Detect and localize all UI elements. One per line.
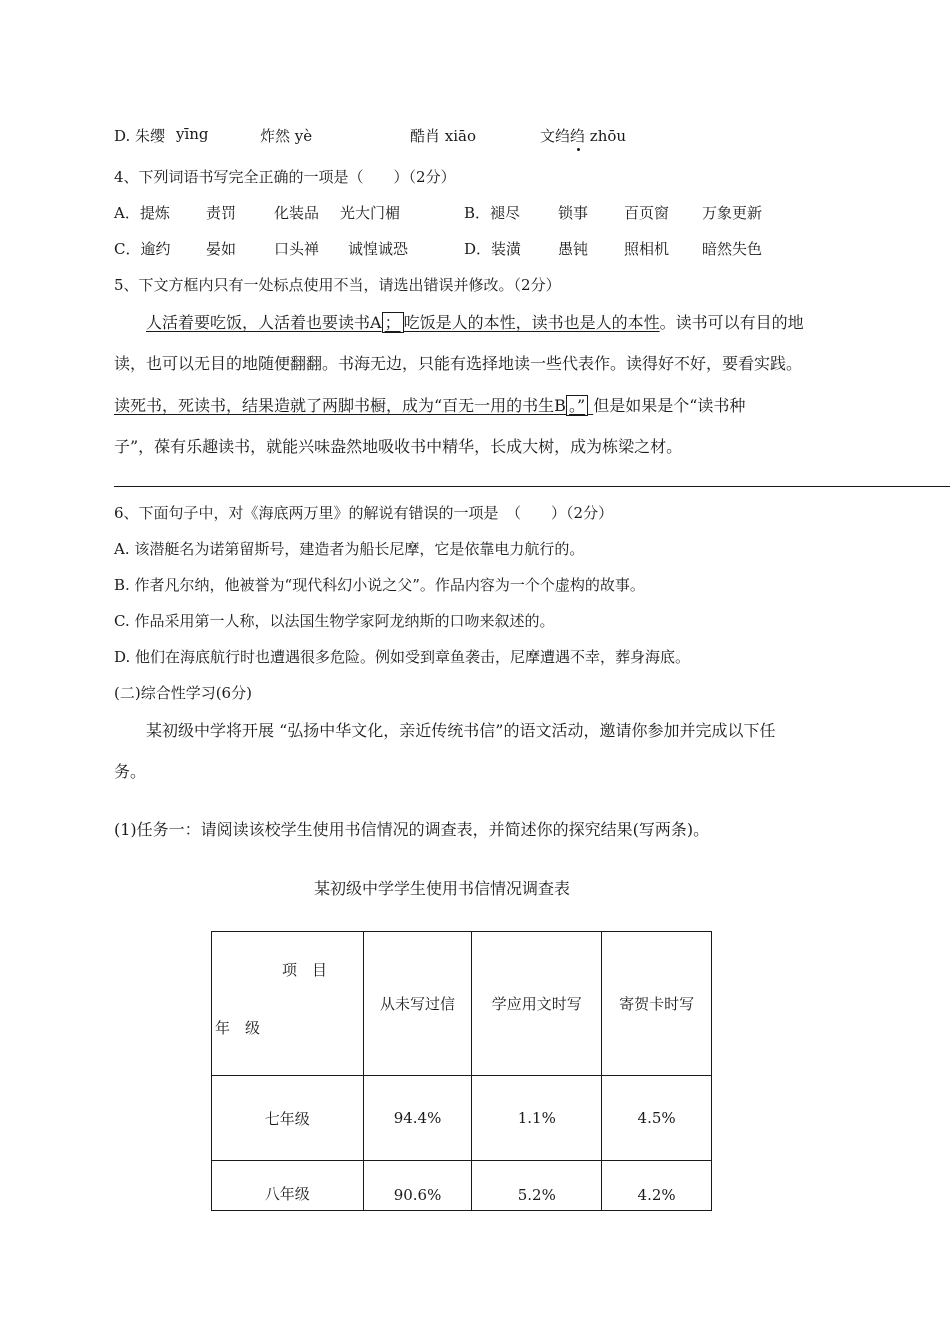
- table-row: [212, 1161, 712, 1211]
- table-cell: 5.2%: [472, 1161, 602, 1211]
- q3-d-word3: 酷肖 xiāo: [410, 127, 476, 145]
- q4-option-a: A．提炼: [114, 204, 170, 222]
- q5-passage-line-4: 子”，葆有乐趣读书，就能兴味盎然地吸收书中精华，长成大树，成为栋梁之材。: [114, 437, 683, 456]
- q6-option-c: C. 作品采用第一人称，以法国生物学家阿龙纳斯的口吻来叙述的。: [114, 612, 555, 630]
- q4-stem: 4、下列词语书写完全正确的一项是（ ）（2分）: [114, 168, 456, 186]
- q4-c-word: 诚惶诚恐: [348, 240, 409, 258]
- q5-stem: 5、下文方框内只有一处标点使用不当，请选出错误并修改。（2分）: [114, 276, 561, 294]
- q3-d-label: D. 朱缨: [114, 127, 166, 145]
- q4-options-row-1: [114, 202, 814, 224]
- q4-option-b: B．褪尽: [464, 204, 521, 222]
- q4-a-word: 责罚: [206, 204, 237, 222]
- q5-passage-line-3: [114, 393, 745, 416]
- table-corner-cell: [212, 932, 364, 1076]
- q4-d-word: 愚钝: [558, 240, 589, 258]
- table-header: 寄贺卡时写: [602, 932, 712, 1076]
- table-row: [212, 1076, 712, 1161]
- q4-options-row-2: [114, 238, 814, 260]
- q4-option-d: D．装潢: [464, 240, 522, 258]
- q4-b-word: 锁事: [558, 204, 589, 222]
- table-cell-grade: 八年级: [212, 1161, 364, 1211]
- q5-underlined-text: 人活着要吃饭，人活着也要读书A: [146, 313, 382, 332]
- survey-table: [211, 931, 712, 1211]
- q5-underlined-text: 读死书，死读书，结果造就了两脚书橱，成为“百无一用的书生B: [114, 396, 566, 415]
- q4-b-word: 万象更新: [702, 204, 763, 222]
- q3-d-pinyin1: yīng: [176, 125, 209, 143]
- q6-stem: 6、下面句子中，对《海底两万里》的解说有错误的一项是 （ ）（2分）: [114, 504, 614, 522]
- q6-option-b: B. 作者凡尔纳，他被誉为“现代科幻小说之父”。作品内容为一个个虚构的故事。: [114, 576, 645, 594]
- table-title: 某初级中学学生使用书信情况调查表: [314, 879, 571, 898]
- q5-box-a: ；: [382, 312, 404, 333]
- table-cell-grade: 七年级: [212, 1076, 364, 1161]
- q5-box-b: 。”: [566, 395, 588, 416]
- section-heading: (二)综合性学习(6分): [114, 684, 252, 702]
- table-header: 从未写过信: [363, 932, 472, 1076]
- q4-d-word: 照相机: [624, 240, 670, 258]
- q4-c-word: 晏如: [206, 240, 237, 258]
- q5-plain-text: 但是如果是个“读书种: [593, 396, 746, 415]
- q4-c-word: 口头禅: [274, 240, 320, 258]
- q4-a-word: 光大门楣: [340, 204, 401, 222]
- task-1: (1)任务一：请阅读该校学生使用书信情况的调查表，并简述你的探究结果(写两条)。: [114, 820, 710, 839]
- q6-option-d: D. 他们在海底航行时也遭遇很多危险。例如受到章鱼袭击，尼摩遭遇不幸，葬身海底。: [114, 648, 691, 666]
- q4-option-c: C．逾约: [114, 240, 171, 258]
- q4-a-word: 化装品: [274, 204, 320, 222]
- table-cell: 4.2%: [602, 1161, 712, 1211]
- q5-passage-line-2: 读，也可以无目的地随便翻翻。书海无边，只能有选择地读一些代表作。读得好不好，要看实践。: [114, 354, 803, 373]
- table-cell: 1.1%: [472, 1076, 602, 1161]
- table-header-row: [212, 932, 712, 1076]
- corner-bottom-label: 年 级: [215, 1019, 261, 1037]
- q3-d-word2: 炸然 yè: [260, 127, 313, 145]
- q5-passage-line-1: [146, 310, 804, 333]
- table-header: 学应用文时写: [472, 932, 602, 1076]
- q5-underlined-text: 吃饭是人的本性，读书也是人的本性: [403, 313, 660, 332]
- corner-top-label: 项 目: [282, 961, 328, 979]
- q5-plain-text: 。读书可以有目的地: [659, 313, 804, 332]
- q4-d-word: 暗然失色: [702, 240, 763, 258]
- q3-d-word4: 文绉绉 zhōu: [540, 127, 627, 145]
- table-cell: 4.5%: [602, 1076, 712, 1161]
- q3-option-d: [114, 125, 714, 147]
- table-cell: 90.6%: [363, 1161, 472, 1211]
- answer-line[interactable]: [114, 486, 950, 487]
- q6-option-a: A. 该潜艇名为诺第留斯号，建造者为船长尼摩，它是依靠电力航行的。: [114, 540, 585, 558]
- section-intro-line-1: 某初级中学将开展 “弘扬中华文化，亲近传统书信”的语文活动，邀请你参加并完成以下任: [146, 721, 776, 740]
- q4-b-word: 百页窗: [624, 204, 670, 222]
- section-intro-line-2: 务。: [114, 762, 147, 781]
- table-cell: 94.4%: [363, 1076, 472, 1161]
